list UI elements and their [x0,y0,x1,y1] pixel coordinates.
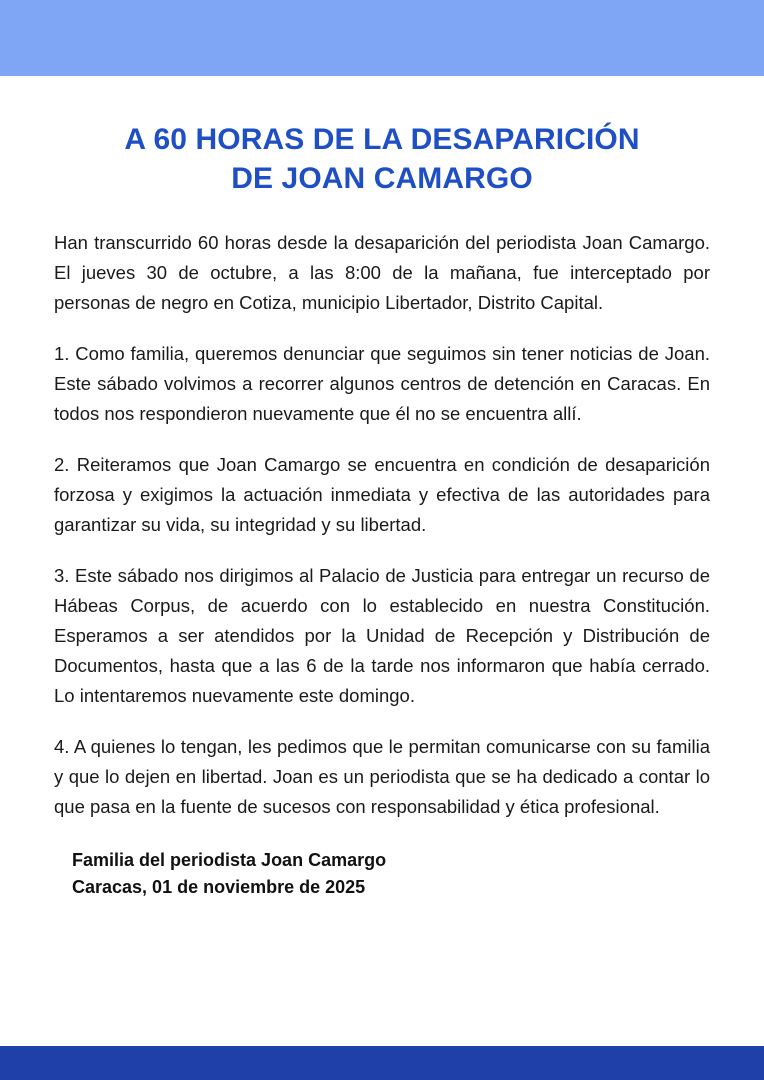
page-title-line-2: DE JOAN CAMARGO [231,162,533,195]
signature-block [54,847,710,901]
paragraph-point-4: 4. A quienes lo tengan, les pedimos que le permitan comunicarse con su familia y que lo dejen en libertad. Joan es un periodista que se ha dedicado a contar lo que pasa en la fuente de sucesos con responsabilidad y ética profesional. [54,735,710,817]
statement-content [0,76,764,1046]
bottom-color-band [0,1046,764,1080]
signature-place-date: Caracas, 01 de noviembre de 2025 [72,877,366,898]
signature-author: Familia del periodista Joan Camargo [72,850,387,871]
paragraph-intro: Han transcurrido 60 horas desde la desaparición del periodista Joan Camargo. El jueves 30 de octubre, a las 8:00 de la mañana, fue interceptado por personas de negro en Cotiza, municipio Libertador, Distrito Capital. [54,232,710,313]
paragraph-point-1: 1. Como familia, queremos denunciar que seguimos sin tener noticias de Joan. Este sábado volvimos a recorrer algunos centros de detención en Caracas. En todos nos respondieron nuevamente que él no se encuentra allí. [54,342,710,424]
page-title [54,120,710,198]
page-title-line-1: A 60 HORAS DE LA DESAPARICIÓN [124,123,640,156]
paragraph-point-3: 3. Este sábado nos dirigimos al Palacio de Justicia para entregar un recurso de Hábeas Corpus, de acuerdo con lo establecido en nuestra Constitución. Esperamos a ser atendidos por la Unidad de Recepción y Distribución de Documentos, hasta que a las 6 de la tarde nos informaron que había cerrado. Lo intentaremos nuevamente este domingo. [54,564,710,706]
paragraph-point-2: 2. Reiteramos que Joan Camargo se encuentra en condición de desaparición forzosa y exigimos la actuación inmediata y efectiva de las autoridades para garantizar su vida, su integridad y su libertad. [54,453,710,535]
top-color-band [0,0,764,76]
